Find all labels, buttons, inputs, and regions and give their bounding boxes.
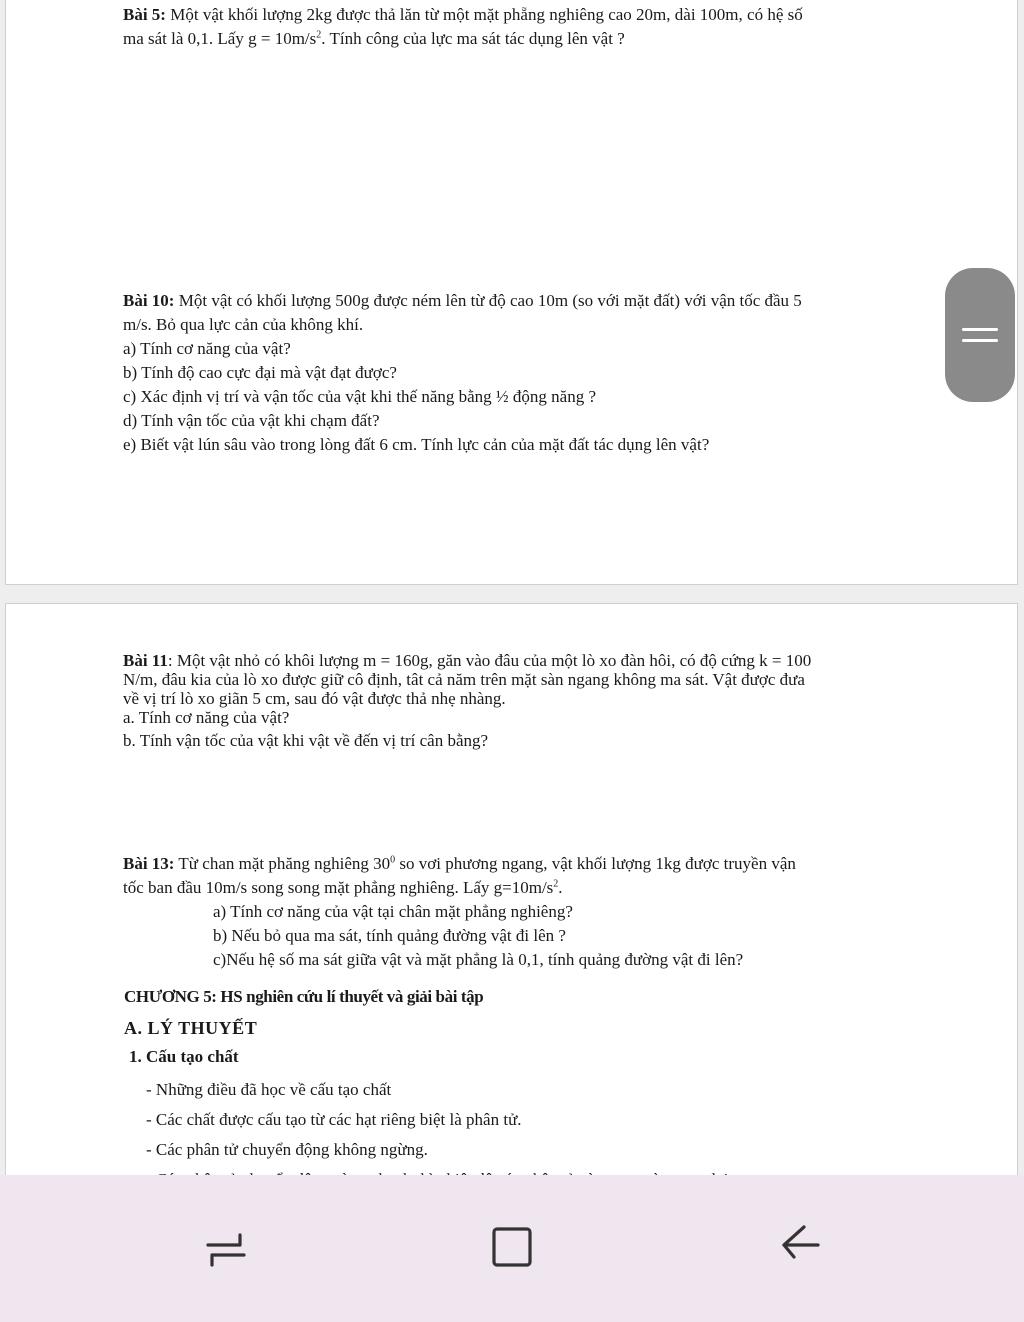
bai5-label: Bài 5:	[123, 5, 166, 24]
recent-apps-icon	[194, 1215, 258, 1279]
bai5-line-1: Bài 5: Một vật khối lượng 2kg được thả lăn từ một mặt phẵng nghiêng cao 20m, dài 100m, có hệ số	[123, 5, 803, 24]
bai10-item-b: b) Tính độ cao cực đại mà vật đạt được?	[123, 363, 397, 382]
bai13-line-2: tốc ban đầu 10m/s song song mặt phẳng nghiêng. Lấy $g=10m/s^2$.	[123, 878, 563, 897]
recent-apps-button[interactable]	[194, 1215, 258, 1279]
home-icon	[480, 1215, 544, 1279]
document-page-2	[5, 603, 1018, 1203]
bai5-block	[123, 3, 803, 51]
back-button[interactable]	[768, 1215, 832, 1279]
list-item: - Các chất được cấu tạo từ các hạt riêng biệt là phân tử.	[146, 1110, 522, 1129]
document-page-1	[5, 0, 1018, 585]
bai11-line-2: N/m, đâu kia của lò xo được giữ cô định, tât cả năm trên mặt sàn ngang không ma sát. Vật được đưa	[123, 670, 805, 689]
bai11-block	[123, 651, 811, 750]
home-button[interactable]	[480, 1215, 544, 1279]
bai11-line-3: về vị trí lò xo giãn 5 cm, sau đó vật được thả nhẹ nhàng.	[123, 689, 506, 708]
bai5-line-2: ma sát là 0,1. Lấy $g = 10m/s^2$. Tính công của lực ma sát tác dụng lên vật ?	[123, 29, 625, 48]
list-item: - Các phân tử chuyển động không ngừng.	[146, 1140, 428, 1159]
bai10-block	[123, 289, 802, 457]
bai13-item-c: c)Nếu hệ số ma sát giữa vật và mặt phẳng là 0,1, tính quảng đường vật đi lên?	[213, 950, 744, 969]
bai11-line-1: Bài 11: Một vật nhỏ có khôi lượng m = 160g, găn vào đâu của một lò xo đàn hôi, có độ cứng k = 100	[123, 651, 812, 670]
bai10-item-c: c) Xác định vị trí và vận tốc của vật khi thế năng bằng ½ động năng ?	[123, 387, 597, 406]
back-icon	[768, 1215, 832, 1279]
navigation-bar	[0, 1175, 1024, 1322]
bai13-item-a: a) Tính cơ năng của vật tại chân mặt phẳng nghiêng?	[213, 902, 573, 921]
list-item: - Những điều đã học về cấu tạo chất	[146, 1080, 392, 1099]
bai10-item-e: e) Biết vật lún sâu vào trong lòng đất 6 cm. Tính lực cản của mặt đất tác dụng lên vật?	[123, 435, 710, 454]
bai13-block	[123, 852, 796, 972]
bai10-item-a: a) Tính cơ năng của vật?	[123, 339, 291, 358]
bai11-item-b: b. Tính vận tốc của vật khi vật về đến vị trí cân bằng?	[123, 731, 489, 750]
fast-scroll-handle[interactable]	[945, 268, 1015, 402]
bai13-label: Bài 13:	[123, 854, 175, 873]
section-a-heading: A. LÝ THUYẾT	[124, 1018, 258, 1038]
bai10-line-2: m/s. Bỏ qua lực cản của không khí.	[123, 315, 364, 334]
bai11-label: Bài 11	[123, 651, 168, 670]
bai10-item-d: d) Tính vận tốc của vật khi chạm đất?	[123, 411, 380, 430]
bai13-line-1: Bài 13: Từ chan mặt phăng nghiêng $30^0$ so vơi phương ngang, vật khối lượng 1kg được truyền vận	[123, 854, 796, 873]
bai10-line-1: Bài 10: Một vật có khối lượng 500g được ném lên từ độ cao 10m (so với mặt đất) với vận tốc đầu 5	[123, 291, 802, 310]
bai13-item-b: b) Nếu bỏ qua ma sát, tính quảng đường vật đi lên ?	[213, 926, 566, 945]
bai11-item-a: a. Tính cơ năng của vật?	[123, 708, 290, 727]
bai10-label: Bài 10:	[123, 291, 175, 310]
subsection-1-heading: 1. Cấu tạo chất	[129, 1047, 239, 1066]
chapter-title: CHƯƠNG 5: HS nghiên cứu lí thuyết và giải bài tập	[124, 987, 484, 1006]
